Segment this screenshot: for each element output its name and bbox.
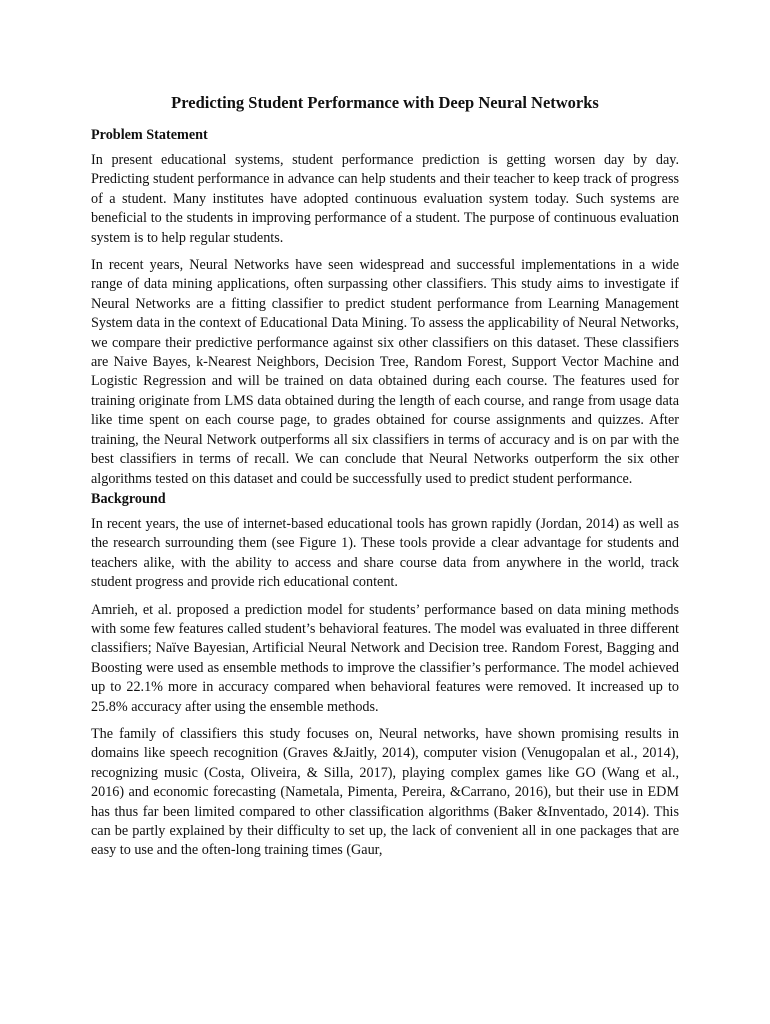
section-background <box>91 489 679 861</box>
paragraph: Amrieh, et al. proposed a prediction model for students’ performance based on data mining methods with some few features called student’s behavioral features. The model was evaluated in three different classifiers; Naïve Bayesian, Artificial Neural Network and Decision tree. Random Forest, Bagging and Boosting were used as ensemble methods to improve the classifier’s performance. The model achieved up to 22.1% more in accuracy compared when behavioral features were removed. It increased up to 25.8% accuracy after using the ensemble methods. <box>91 601 679 715</box>
paragraph: In recent years, Neural Networks have seen widespread and successful implementations in a wide range of data mining applications, often surpassing other classifiers. This study aims to investigate if Neural Networks are a fitting classifier to predict student performance from Learning Management System data in the context of Educational Data Mining. To assess the applicability of Neural Networks, we compare their predictive performance against six other classifiers on this dataset. These classifiers are Naive Bayes, k-Nearest Neighbors, Decision Tree, Random Forest, Support Vector Machine and Logistic Regression and will be trained on data obtained during each course. The features used for training originate from LMS data obtained during the length of each course, and range from usage data like time spent on each course page, to grades obtained for course assignments and quizzes. After training, the Neural Network outperforms all six classifiers in terms of accuracy and is on par with the best classifiers in terms of recall. We can conclude that Neural Networks outperform the six other algorithms tested on this dataset and could be successfully used to predict student performance. <box>91 257 679 487</box>
section-heading: Problem Statement <box>91 127 208 143</box>
page-title: Predicting Student Performance with Deep Neural Networks <box>171 93 599 112</box>
paragraph: The family of classifiers this study focuses on, Neural networks, have shown promising results in domains like speech recognition (Graves &Jaitly, 2014), computer vision (Venugopalan et al., 2014), recognizing music (Costa, Oliveira, & Silla, 2017), playing complex games like GO (Wang et al., 2016) and economic forecasting (Nametala, Pimenta, Pereira, &Carrano, 2016), but their use in EDM has thus far been limited compared to other classification algorithms (Baker &Inventado, 2014). This can be partly explained by their difficulty to set up, the lack of convenient all in one packages that are easy to use and the often-long training times (Gaur, <box>91 725 679 859</box>
paragraph: In recent years, the use of internet-based educational tools has grown rapidly (Jordan, 2014) as well as the research surrounding them (see Figure 1). These tools provide a clear advantage for students and teachers alike, with the ability to access and share course data from anywhere in the world, track student progress and provide rich educational content. <box>91 515 679 591</box>
section-problem-statement <box>91 125 679 489</box>
paragraph: In present educational systems, student performance prediction is getting worsen day by day. Predicting student performance in advance can help students and their teacher to keep track of progress of a student. Many institutes have adopted continuous evaluation system today. Such systems are beneficial to the students in improving performance of a student. The purpose of continuous evaluation system is to help regular students. <box>91 152 679 246</box>
section-heading: Background <box>91 490 166 507</box>
